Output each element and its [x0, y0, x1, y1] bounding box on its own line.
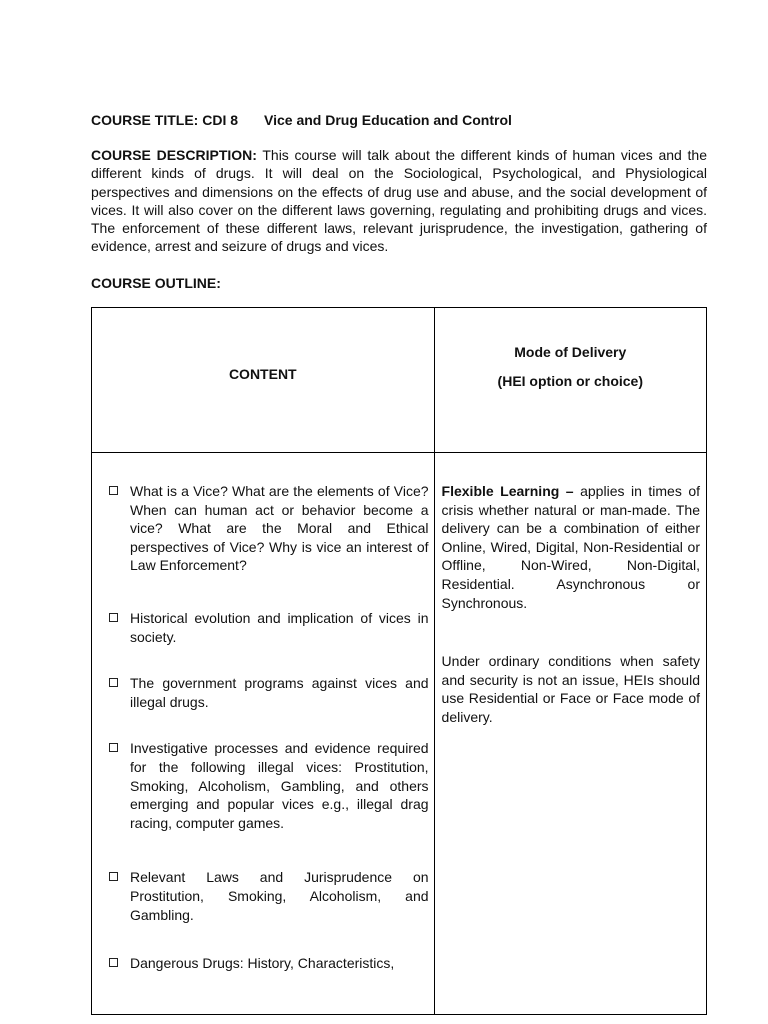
course-description-label: COURSE DESCRIPTION:: [91, 147, 257, 163]
header-mode-of-delivery: [434, 308, 706, 453]
list-item: Relevant Laws and Jurisprudence on Prostitution, Smoking, Alcoholism, and Gambling.: [109, 868, 429, 924]
table-header-row: [92, 308, 707, 453]
flexible-learning-text: applies in times of crisis whether natural or man-made. The delivery can be a combination of either Online, Wired, Digital, Non-Residential or Offline, Non-Wired, Non-Digital, Residential. Asynchronous or Synchronous.: [441, 483, 701, 611]
mode-of-delivery-cell: [434, 453, 706, 1015]
flexible-learning-label: Flexible Learning –: [441, 483, 574, 499]
checkbox-bullet-icon: [109, 678, 118, 687]
header-mode-line2: (HEI option or choice): [497, 373, 643, 389]
checkbox-bullet-icon: [109, 958, 118, 967]
flexible-learning-paragraph: [442, 482, 700, 612]
course-outline-label: COURSE OUTLINE:: [91, 274, 221, 291]
checkbox-bullet-icon: [109, 613, 118, 622]
course-title-line: [91, 110, 707, 130]
content-cell: [92, 453, 435, 1015]
header-content: CONTENT: [92, 308, 435, 453]
ordinary-conditions-paragraph: Under ordinary conditions when safety and security is not an issue, HEIs should use Residential or Face or Face mode of delivery.: [441, 653, 700, 725]
course-title-label: COURSE TITLE:: [91, 112, 199, 128]
course-code: CDI 8: [202, 112, 239, 128]
list-item: What is a Vice? What are the elements of Vice? When can human act or behavior become a vice? What are the Moral and Ethical perspectives of Vice? Why is vice an interest of Law Enforcement?: [109, 482, 429, 575]
list-item: Historical evolution and implication of vices in society.: [109, 609, 429, 646]
table-body-row: [92, 453, 707, 1015]
list-item: Dangerous Drugs: History, Characteristics,: [109, 954, 429, 973]
document-page: [91, 110, 707, 293]
list-item: Investigative processes and evidence required for the following illegal vices: Prostitution, Smoking, Alcoholism, Gambling, and others emerging and popular vices e.g., illegal drag racing, computer games.: [109, 739, 429, 832]
course-description-text: This course will talk about the different kinds of human vices and the different kinds of drugs. It will deal on the Sociological, Psychological, and Physiological perspectives and dimensions on the effects of drug use and abuse, and the social development of vices. It will also cover on the different laws governing, regulating and prohibiting drugs and vices. The enforcement of these different laws, relevant jurisprudence, the investigation, gathering of evidence, arrest and seizure of drugs and vices.: [91, 147, 707, 255]
course-outline-table: [91, 307, 707, 1015]
header-mode-line1: Mode of Delivery: [514, 344, 627, 360]
checkbox-bullet-icon: [109, 486, 118, 495]
checkbox-bullet-icon: [109, 872, 118, 881]
list-item: The government programs against vices and illegal drugs.: [109, 674, 429, 711]
course-description: [91, 146, 707, 256]
course-name: Vice and Drug Education and Control: [264, 112, 512, 128]
checkbox-bullet-icon: [109, 743, 118, 752]
